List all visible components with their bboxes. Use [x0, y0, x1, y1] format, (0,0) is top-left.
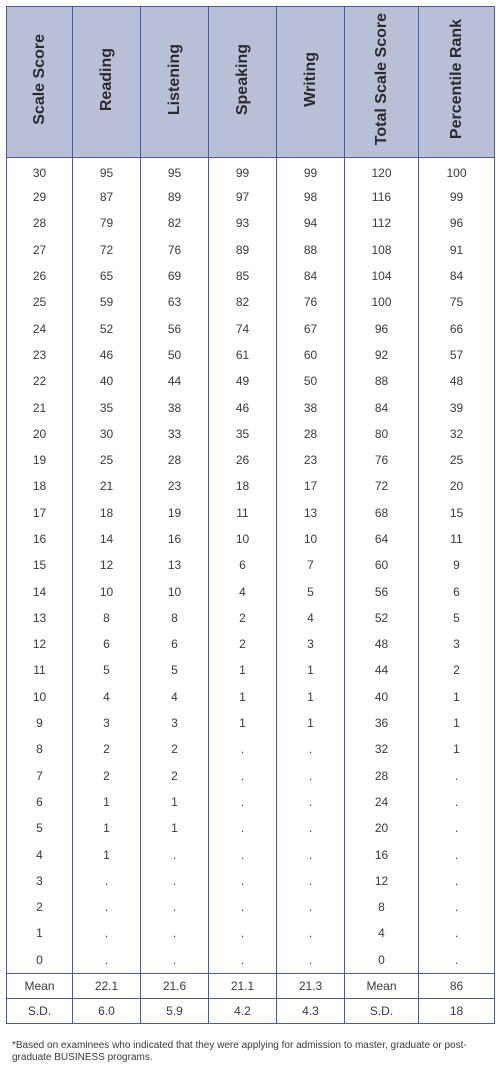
table-cell: 112	[345, 210, 419, 236]
table-cell: 74	[209, 315, 277, 341]
table-cell: 76	[345, 447, 419, 473]
table-cell: 38	[277, 394, 345, 420]
table-cell: 30	[73, 421, 141, 447]
table-cell: 6	[209, 552, 277, 578]
table-cell: .	[419, 763, 495, 789]
table-row	[7, 947, 495, 974]
score-percentile-table	[6, 6, 495, 1024]
table-cell: 21	[73, 473, 141, 499]
table-cell: 30	[7, 158, 73, 185]
table-cell: 5	[7, 815, 73, 841]
table-cell: 2	[7, 894, 73, 920]
table-cell: 1	[277, 710, 345, 736]
table-cell: 0	[345, 947, 419, 974]
table-cell: 26	[209, 447, 277, 473]
table-cell: 1	[209, 710, 277, 736]
table-cell: 40	[73, 368, 141, 394]
table-cell: 19	[7, 447, 73, 473]
table-row	[7, 684, 495, 710]
table-cell: 100	[419, 158, 495, 185]
table-cell: 2	[73, 763, 141, 789]
table-cell: .	[419, 920, 495, 946]
table-cell: 1	[7, 920, 73, 946]
table-cell: 2	[209, 605, 277, 631]
header-speaking	[209, 7, 277, 158]
table-row	[7, 552, 495, 578]
table-cell: 46	[73, 342, 141, 368]
table-cell: 76	[141, 237, 209, 263]
table-cell: 17	[7, 500, 73, 526]
table-cell: 28	[345, 763, 419, 789]
table-cell: 68	[345, 500, 419, 526]
table-cell: .	[419, 815, 495, 841]
table-row	[7, 184, 495, 210]
header-label: Scale Score	[30, 34, 48, 125]
table-cell: 64	[345, 526, 419, 552]
table-row	[7, 263, 495, 289]
table-cell: 6	[7, 789, 73, 815]
table-cell: 13	[141, 552, 209, 578]
table-cell: .	[141, 947, 209, 974]
table-cell: .	[419, 894, 495, 920]
table-row	[7, 315, 495, 341]
table-cell: 10	[141, 578, 209, 604]
table-cell: 10	[73, 578, 141, 604]
table-cell: 88	[345, 368, 419, 394]
table-cell: 94	[277, 210, 345, 236]
table-cell: 13	[277, 500, 345, 526]
table-cell: .	[209, 789, 277, 815]
mean-row	[7, 973, 495, 998]
table-cell: 1	[141, 789, 209, 815]
header-row	[7, 7, 495, 158]
table-cell: 75	[419, 289, 495, 315]
table-cell: 3	[419, 631, 495, 657]
table-cell: 22.1	[73, 973, 141, 998]
header-total-scale-score	[345, 7, 419, 158]
table-cell: 22	[7, 368, 73, 394]
table-cell: 18	[73, 500, 141, 526]
table-cell: 82	[141, 210, 209, 236]
table-cell: 8	[7, 736, 73, 762]
table-cell: 21.6	[141, 973, 209, 998]
table-cell: 88	[277, 237, 345, 263]
table-row	[7, 421, 495, 447]
table-row	[7, 657, 495, 683]
table-cell: 23	[277, 447, 345, 473]
table-cell: 57	[419, 342, 495, 368]
table-cell: 4	[277, 605, 345, 631]
table-cell: 19	[141, 500, 209, 526]
table-cell: 10	[7, 684, 73, 710]
table-cell: 0	[7, 947, 73, 974]
table-row	[7, 789, 495, 815]
table-row	[7, 526, 495, 552]
table-cell: 52	[73, 315, 141, 341]
table-cell: 95	[73, 158, 141, 185]
table-row	[7, 605, 495, 631]
table-cell: 17	[277, 473, 345, 499]
table-cell: 84	[345, 394, 419, 420]
table-row	[7, 841, 495, 867]
table-cell: 12	[73, 552, 141, 578]
header-scale-score	[7, 7, 73, 158]
table-cell: 21.1	[209, 973, 277, 998]
table-cell: 21	[7, 394, 73, 420]
table-cell: 12	[345, 868, 419, 894]
table-cell: 32	[345, 736, 419, 762]
table-cell: 21.3	[277, 973, 345, 998]
table-cell: 99	[419, 184, 495, 210]
table-cell: 35	[73, 394, 141, 420]
table-cell: 20	[7, 421, 73, 447]
table-cell: 44	[141, 368, 209, 394]
table-cell: 9	[7, 710, 73, 736]
table-cell: 10	[277, 526, 345, 552]
table-cell: 67	[277, 315, 345, 341]
table-cell: 48	[419, 368, 495, 394]
table-cell: 44	[345, 657, 419, 683]
table-cell: .	[419, 789, 495, 815]
table-cell: .	[277, 789, 345, 815]
table-cell: 29	[7, 184, 73, 210]
table-cell: 16	[345, 841, 419, 867]
table-cell: 60	[277, 342, 345, 368]
table-cell: 50	[277, 368, 345, 394]
table-cell: 4	[209, 578, 277, 604]
table-cell: 99	[209, 158, 277, 185]
table-cell: 76	[277, 289, 345, 315]
table-cell: 13	[7, 605, 73, 631]
table-cell: 6	[141, 631, 209, 657]
table-cell: 24	[345, 789, 419, 815]
table-cell: 2	[141, 736, 209, 762]
table-cell: 15	[7, 552, 73, 578]
table-cell: 48	[345, 631, 419, 657]
header-percentile-rank	[419, 7, 495, 158]
table-cell: 52	[345, 605, 419, 631]
table-cell: Mean	[345, 973, 419, 998]
table-cell: 7	[277, 552, 345, 578]
table-cell: 56	[345, 578, 419, 604]
table-row	[7, 763, 495, 789]
table-cell: 82	[209, 289, 277, 315]
table-row	[7, 500, 495, 526]
table-cell: 91	[419, 237, 495, 263]
table-body	[7, 158, 495, 1024]
table-cell: 7	[7, 763, 73, 789]
table-row	[7, 736, 495, 762]
table-cell: 3	[141, 710, 209, 736]
table-cell: .	[141, 920, 209, 946]
table-cell: 2	[73, 736, 141, 762]
table-cell: .	[209, 894, 277, 920]
table-cell: 6	[73, 631, 141, 657]
table-cell: 16	[141, 526, 209, 552]
table-cell: .	[419, 947, 495, 974]
table-cell: .	[419, 841, 495, 867]
table-cell: 1	[209, 657, 277, 683]
table-cell: 4	[7, 841, 73, 867]
header-label: Reading	[97, 47, 115, 112]
table-cell: 61	[209, 342, 277, 368]
table-cell: 96	[345, 315, 419, 341]
table-cell: 1	[209, 684, 277, 710]
table-cell: 39	[419, 394, 495, 420]
table-cell: .	[209, 763, 277, 789]
table-cell: .	[73, 920, 141, 946]
table-cell: 5	[141, 657, 209, 683]
table-cell: .	[277, 894, 345, 920]
table-cell: 18	[419, 998, 495, 1023]
table-cell: 5.9	[141, 998, 209, 1023]
table-cell: 32	[419, 421, 495, 447]
table-cell: 84	[419, 263, 495, 289]
footnote: *Based on examinees who indicated that they were applying for admission to master, graduate or post-graduate BUSINESS programs.	[12, 1040, 467, 1063]
table-cell: 1	[141, 815, 209, 841]
table-cell: 4	[141, 684, 209, 710]
table-cell: 60	[345, 552, 419, 578]
table-cell: 98	[277, 184, 345, 210]
table-cell: 1	[419, 710, 495, 736]
table-cell: .	[277, 736, 345, 762]
table-cell: 18	[209, 473, 277, 499]
table-cell: 80	[345, 421, 419, 447]
table-cell: 4.3	[277, 998, 345, 1023]
table-cell: 87	[73, 184, 141, 210]
header-writing	[277, 7, 345, 158]
table-cell: 50	[141, 342, 209, 368]
table-row	[7, 894, 495, 920]
sd-row	[7, 998, 495, 1023]
table-cell: 89	[141, 184, 209, 210]
table-cell: 2	[209, 631, 277, 657]
table-cell: .	[419, 868, 495, 894]
table-cell: 5	[73, 657, 141, 683]
table-cell: 100	[345, 289, 419, 315]
table-cell: .	[277, 920, 345, 946]
header-listening	[141, 7, 209, 158]
table-cell: 3	[7, 868, 73, 894]
table-cell: 6.0	[73, 998, 141, 1023]
table-cell: 120	[345, 158, 419, 185]
table-cell: .	[73, 894, 141, 920]
table-cell: 35	[209, 421, 277, 447]
table-cell: S.D.	[7, 998, 73, 1023]
table-cell: .	[277, 763, 345, 789]
table-cell: 11	[419, 526, 495, 552]
header-reading	[73, 7, 141, 158]
table-cell: .	[209, 920, 277, 946]
table-row	[7, 815, 495, 841]
table-cell: .	[209, 736, 277, 762]
table-cell: .	[73, 868, 141, 894]
table-cell: 27	[7, 237, 73, 263]
table-cell: 1	[277, 657, 345, 683]
table-cell: .	[277, 841, 345, 867]
table-cell: .	[209, 947, 277, 974]
table-cell: 86	[419, 973, 495, 998]
table-cell: 84	[277, 263, 345, 289]
table-cell: 5	[277, 578, 345, 604]
table-cell: 18	[7, 473, 73, 499]
table-cell: 20	[419, 473, 495, 499]
table-row	[7, 342, 495, 368]
table-cell: 89	[209, 237, 277, 263]
header-label: Total Scale Score	[372, 13, 390, 146]
table-cell: 93	[209, 210, 277, 236]
table-cell: 56	[141, 315, 209, 341]
table-cell: 95	[141, 158, 209, 185]
table-row	[7, 473, 495, 499]
table-cell: 25	[73, 447, 141, 473]
table-cell: 1	[73, 815, 141, 841]
table-cell: 36	[345, 710, 419, 736]
table-cell: 46	[209, 394, 277, 420]
table-cell: .	[277, 868, 345, 894]
table-cell: 99	[277, 158, 345, 185]
table-cell: 8	[141, 605, 209, 631]
header-label: Speaking	[233, 43, 251, 116]
header-label: Percentile Rank	[447, 19, 465, 140]
table-cell: S.D.	[345, 998, 419, 1023]
table-cell: 49	[209, 368, 277, 394]
table-cell: 59	[73, 289, 141, 315]
table-cell: 92	[345, 342, 419, 368]
table-cell: 20	[345, 815, 419, 841]
table-cell: 1	[277, 684, 345, 710]
table-row	[7, 868, 495, 894]
table-row	[7, 447, 495, 473]
table-cell: 1	[419, 684, 495, 710]
table-cell: 5	[419, 605, 495, 631]
table-cell: 38	[141, 394, 209, 420]
table-cell: 25	[419, 447, 495, 473]
table-cell: .	[141, 868, 209, 894]
table-cell: 72	[345, 473, 419, 499]
table-cell: 4	[73, 684, 141, 710]
table-cell: .	[209, 868, 277, 894]
table-cell: 65	[73, 263, 141, 289]
table-cell: .	[209, 815, 277, 841]
table-cell: 1	[419, 736, 495, 762]
table-cell: Mean	[7, 973, 73, 998]
table-cell: 2	[419, 657, 495, 683]
table-cell: 8	[345, 894, 419, 920]
table-cell: 15	[419, 500, 495, 526]
table-cell: 63	[141, 289, 209, 315]
table-cell: 28	[141, 447, 209, 473]
table-cell: 28	[7, 210, 73, 236]
table-row	[7, 631, 495, 657]
table-cell: 11	[209, 500, 277, 526]
table-cell: 28	[277, 421, 345, 447]
table-cell: 79	[73, 210, 141, 236]
table-cell: 24	[7, 315, 73, 341]
table-cell: 4.2	[209, 998, 277, 1023]
table-cell: 14	[73, 526, 141, 552]
table-row	[7, 710, 495, 736]
table-cell: 10	[209, 526, 277, 552]
table-cell: .	[209, 841, 277, 867]
table-cell: 6	[419, 578, 495, 604]
table-cell: 8	[73, 605, 141, 631]
table-cell: 23	[141, 473, 209, 499]
table-cell: 16	[7, 526, 73, 552]
table-cell: 3	[277, 631, 345, 657]
table-cell: 97	[209, 184, 277, 210]
table-cell: 108	[345, 237, 419, 263]
table-cell: 66	[419, 315, 495, 341]
table-cell: 96	[419, 210, 495, 236]
table-cell: .	[141, 841, 209, 867]
table-row	[7, 394, 495, 420]
table-row	[7, 210, 495, 236]
table-cell: 40	[345, 684, 419, 710]
table-cell: .	[141, 894, 209, 920]
table-cell: 104	[345, 263, 419, 289]
table-cell: 11	[7, 657, 73, 683]
table-row	[7, 920, 495, 946]
table-cell: 1	[73, 841, 141, 867]
header-label: Listening	[165, 43, 183, 116]
table-cell: 33	[141, 421, 209, 447]
table-cell: 3	[73, 710, 141, 736]
table-cell: 14	[7, 578, 73, 604]
table-cell: .	[277, 815, 345, 841]
table-row	[7, 158, 495, 185]
table-cell: 9	[419, 552, 495, 578]
table-row	[7, 289, 495, 315]
table-cell: 2	[141, 763, 209, 789]
table-cell: 85	[209, 263, 277, 289]
table-row	[7, 237, 495, 263]
table-cell: 69	[141, 263, 209, 289]
table-cell: 116	[345, 184, 419, 210]
table-row	[7, 368, 495, 394]
table-cell: 23	[7, 342, 73, 368]
table-cell: 4	[345, 920, 419, 946]
table-cell: 25	[7, 289, 73, 315]
table-cell: 12	[7, 631, 73, 657]
table-cell: 72	[73, 237, 141, 263]
table-cell: .	[73, 947, 141, 974]
header-label: Writing	[301, 52, 319, 107]
table-cell: .	[277, 947, 345, 974]
table-cell: 26	[7, 263, 73, 289]
table-cell: 1	[73, 789, 141, 815]
table-row	[7, 578, 495, 604]
